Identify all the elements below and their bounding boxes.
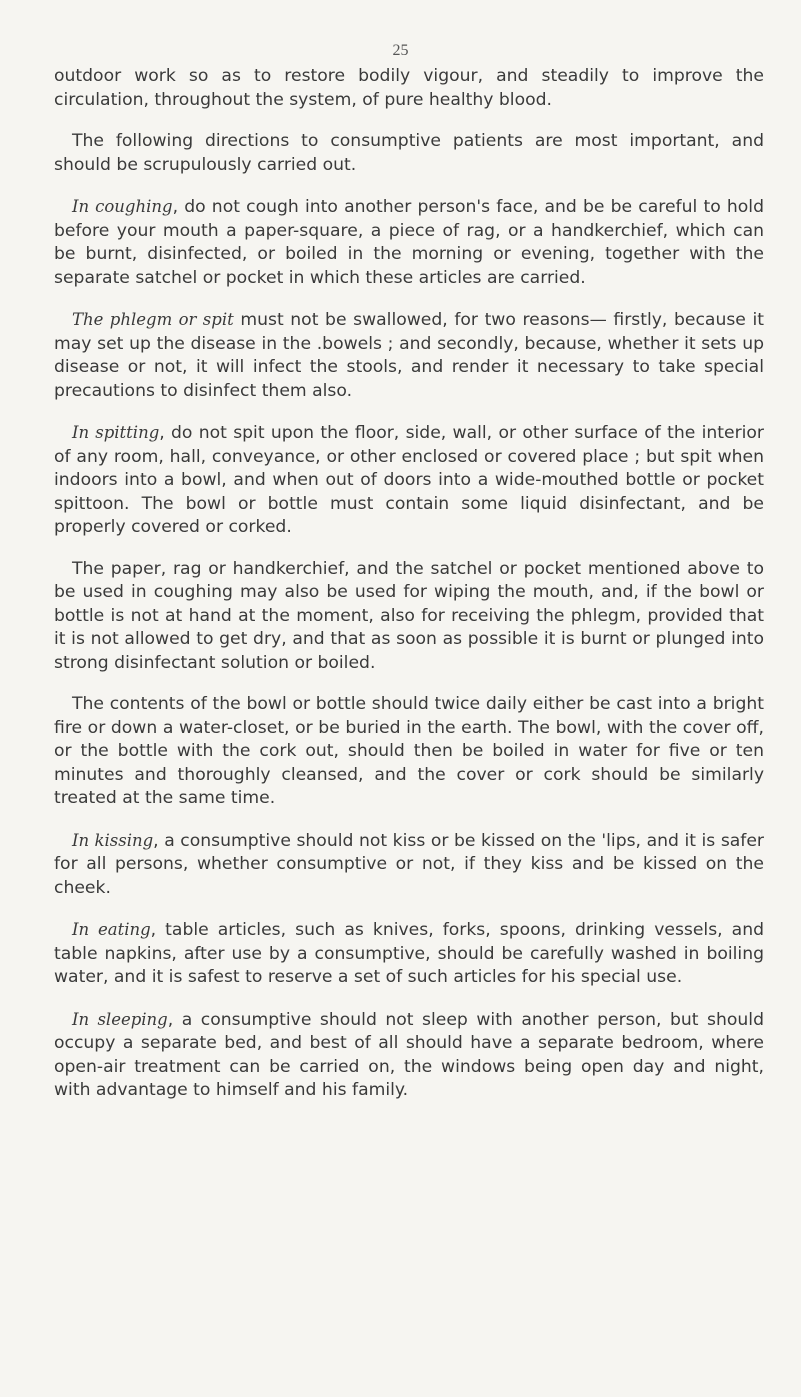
body-text bbox=[54, 65, 764, 1121]
paragraph-kissing bbox=[54, 829, 764, 901]
paragraph-eating bbox=[54, 918, 764, 990]
paragraph-continuation bbox=[54, 65, 764, 112]
paragraph-directions-intro bbox=[54, 130, 764, 177]
paragraph-text: The paper, rag or handkerchief, and the satchel or pocket mentioned above to be used in coughing may also be used for wiping the mouth, and, if the bowl or bottle is not at hand at the moment, also for receiving the phlegm, provided that it is not allowed to get dry, and that as soon as possible it is burnt or plunged into strong disinfectant solution or boiled. bbox=[54, 558, 764, 673]
paragraph-text: , do not cough into another person's face, and be be careful to hold before your mouth a paper-square, a piece of rag, or a handkerchief, which can be burnt, disinfected, or boiled in the morning or evening, together with the separate satchel or pocket in which these articles are carried. bbox=[54, 197, 764, 288]
paragraph-lead: The phlegm or spit bbox=[72, 310, 234, 329]
paragraph-handkerchief bbox=[54, 558, 764, 676]
paragraph-spitting bbox=[54, 421, 764, 540]
paragraph-phlegm bbox=[54, 308, 764, 403]
paragraph-lead: In eating bbox=[72, 920, 151, 939]
paragraph-text: , a consumptive should not sleep with another person, but should occupy a separate bed, and best of all should have a separate bedroom, where open-air treatment can be carried on, the windows being open day and night, with advantage to himself and his family. bbox=[54, 1009, 764, 1100]
paragraph-text: must not be swallowed, for two reasons— firstly, because it may set up the disease in the .bowels ; and secondly, because, whether it sets up disease or not, it will infect the stools, and render it necessary to take special precautions to disinfect them also. bbox=[54, 310, 764, 401]
paragraph-lead: In coughing bbox=[72, 197, 173, 216]
paragraph-lead: In sleeping bbox=[72, 1009, 168, 1029]
paragraph-text: , a consumptive should not kiss or be kissed on the 'lips, and it is safer for all persons, whether consumptive or not, if they kiss and be kissed on the cheek. bbox=[54, 830, 764, 898]
paragraph-sleeping bbox=[54, 1008, 764, 1103]
paragraph-lead: In spitting bbox=[72, 423, 160, 442]
paragraph-bowl-contents bbox=[54, 693, 764, 811]
paragraph-text: The following directions to consumptive patients are most important, and should be scrupulously carried out. bbox=[54, 131, 764, 175]
paragraph-text: The contents of the bowl or bottle should twice daily either be cast into a bright fire or down a water-closet, or be buried in the earth. The bowl, with the cover off, or the bottle with the cork out, should then be boiled in water for five or ten minutes and thoroughly cleansed, and the cover or cork should be similarly treated at the same time. bbox=[54, 694, 764, 808]
paragraph-lead: In kissing bbox=[72, 830, 154, 850]
paragraph-coughing bbox=[54, 195, 764, 290]
paragraph-text: , table articles, such as knives, forks, spoons, drinking vessels, and table napkins, after use by a consumptive, should be carefully washed in boiling water, and it is safest to reserve a set of such articles for his special use. bbox=[54, 920, 764, 987]
paragraph-text: outdoor work so as to restore bodily vigour, and steadily to improve the circulation, throughout the system, of pure healthy blood. bbox=[54, 66, 764, 110]
page-number: 25 bbox=[392, 42, 409, 59]
paragraph-text: , do not spit upon the floor, side, wall, or other surface of the interior of any room, hall, conveyance, or other enclosed or covered place ; but spit when indoors into a bowl, and when out of doors into a wide-mouthed bottle or pocket spittoon. The bowl or bottle must contain some liquid disinfectant, and be properly covered or corked. bbox=[54, 423, 764, 537]
